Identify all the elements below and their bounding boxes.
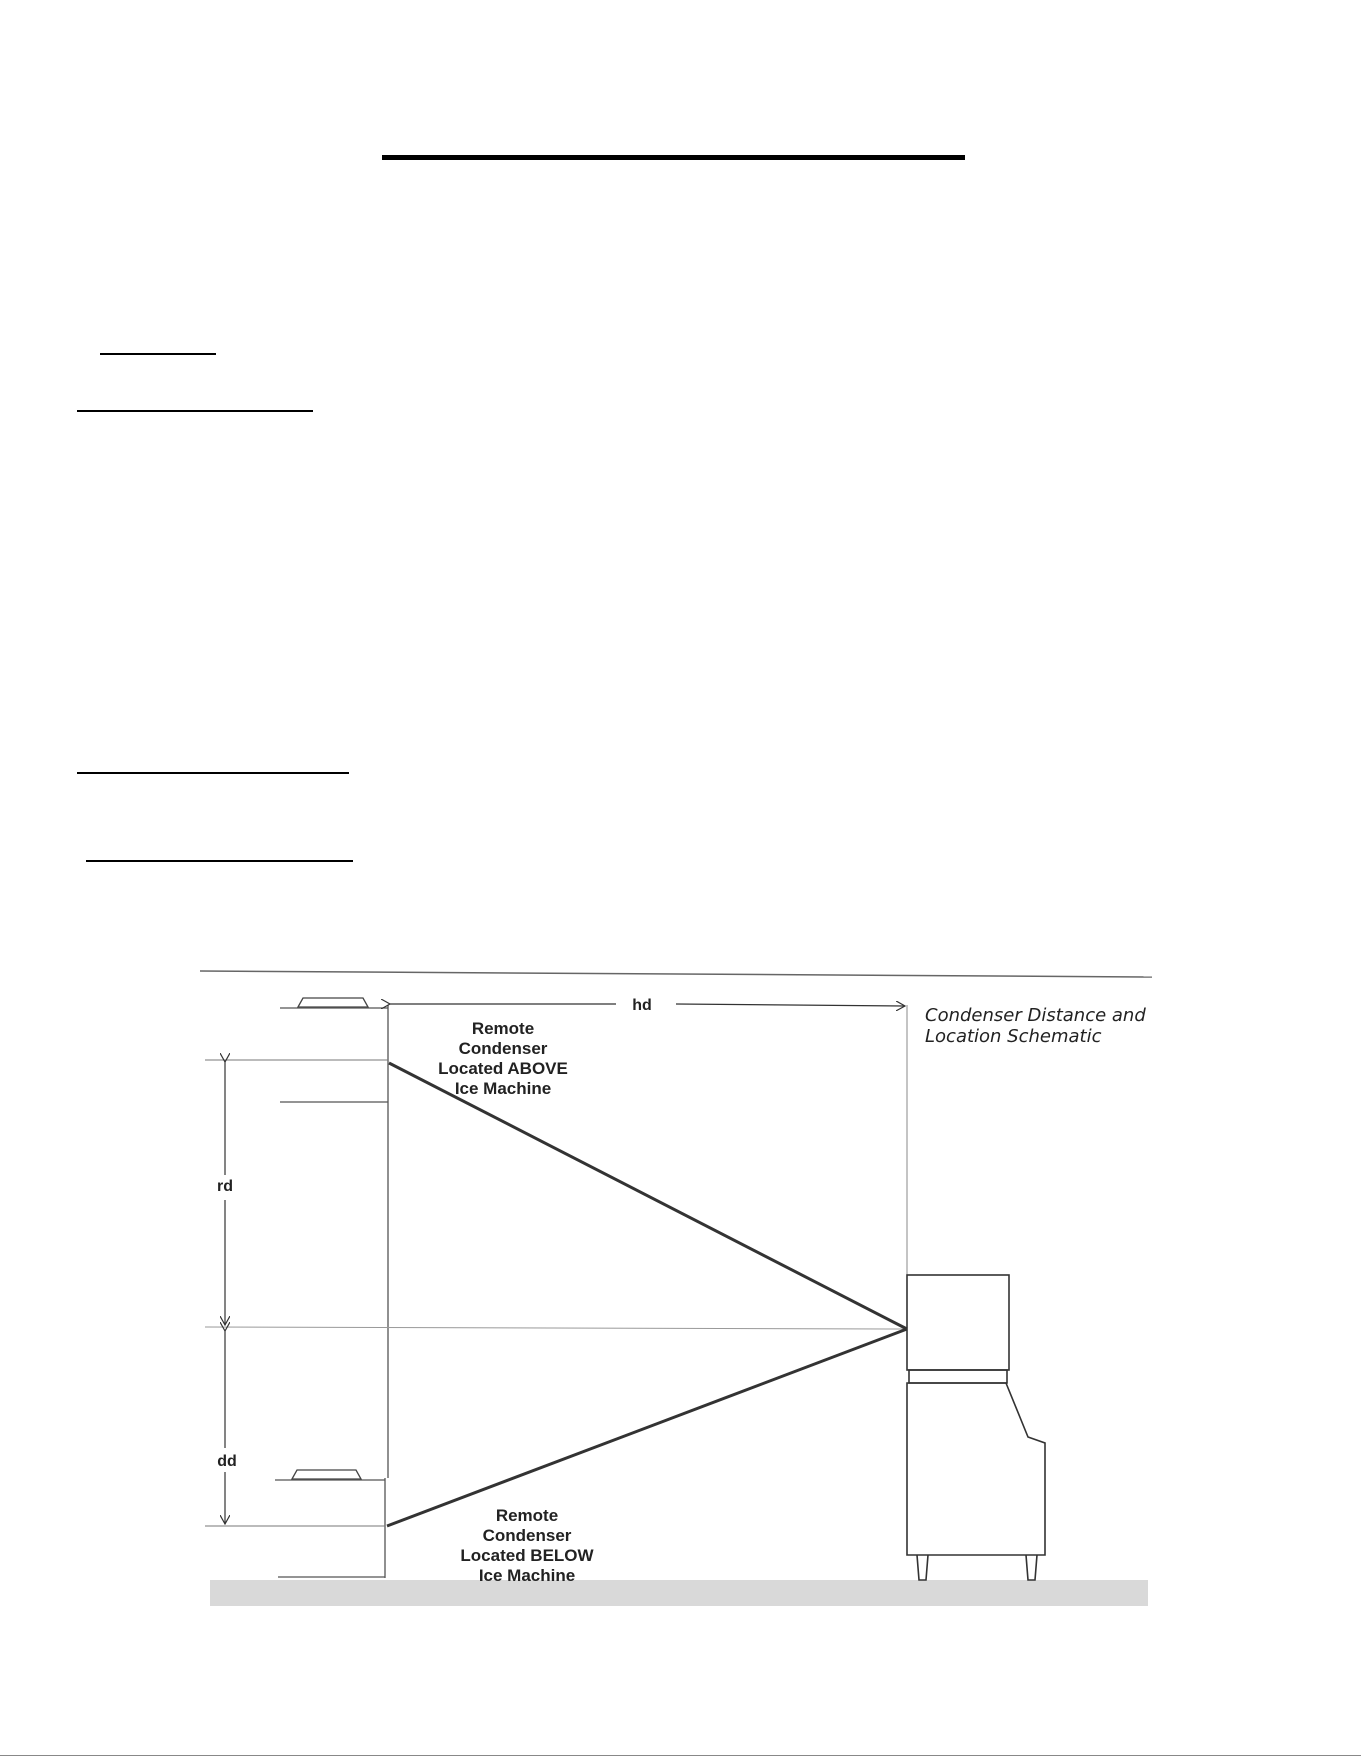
reference-line [205,1327,905,1329]
upper-condenser-icon [205,998,388,1102]
dd-label: dd [217,1453,237,1470]
ice-machine-icon [907,1275,1045,1580]
below-condenser-label [460,1506,594,1585]
svg-text:Located ABOVE: Located ABOVE [438,1059,568,1078]
svg-text:Ice Machine: Ice Machine [478,1566,576,1585]
svg-text:Ice Machine: Ice Machine [454,1079,552,1098]
lower-condenser-icon [205,1470,385,1577]
svg-text:Location Schematic: Location Schematic [925,1026,1102,1047]
hd-arrow-right [676,1004,905,1006]
line-set-below [387,1329,907,1526]
schematic-caption [925,1005,1146,1047]
floor [210,1580,1148,1606]
svg-text:Remote: Remote [495,1506,559,1525]
rd-label: rd [217,1178,233,1195]
svg-text:Condenser: Condenser [458,1039,548,1058]
svg-text:Condenser Distance and: Condenser Distance and [925,1005,1146,1026]
svg-text:Condenser: Condenser [482,1526,572,1545]
line-set-above [389,1063,907,1329]
above-condenser-label [438,1019,568,1098]
svg-text:Located BELOW: Located BELOW [460,1546,594,1565]
hd-label: hd [632,997,652,1014]
svg-text:Remote: Remote [471,1019,535,1038]
ceiling-line [200,971,1152,977]
